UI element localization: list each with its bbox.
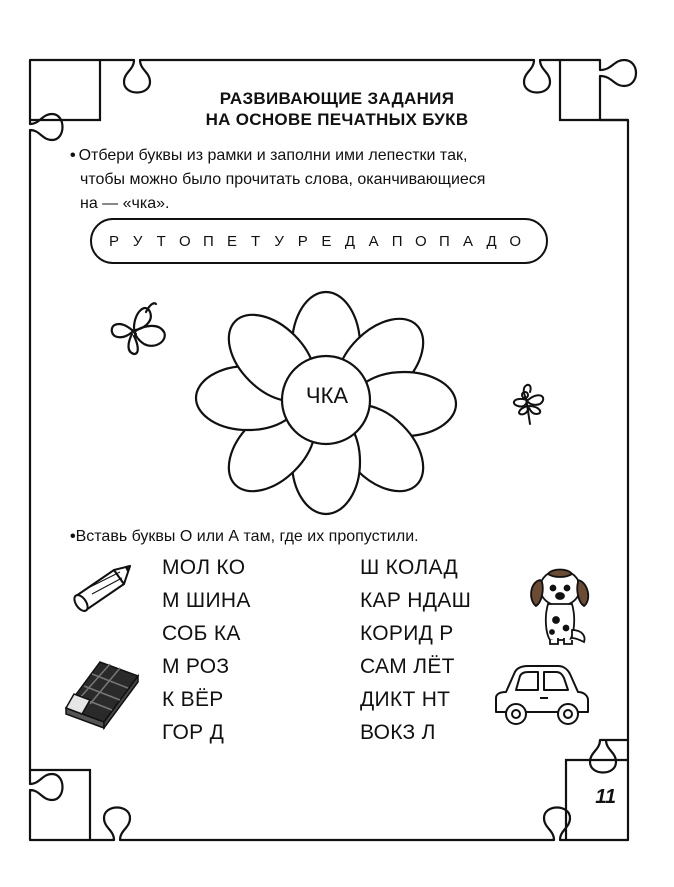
letter-17: Д — [486, 233, 497, 250]
page-title-line1: РАЗВИВАЮЩИЕ ЗАДАНИЯ — [219, 89, 455, 108]
letter-16: А — [462, 233, 473, 250]
word-left-5: К ВЁР — [162, 688, 224, 711]
word-left-4: М РОЗ — [162, 655, 230, 678]
task2-text: Вставь буквы О или А там, где их пропустили. — [75, 528, 419, 545]
letter-8: У — [274, 233, 284, 250]
letter-3: Т — [156, 233, 166, 250]
words-left-column — [162, 556, 251, 754]
chocolate-icon — [62, 656, 142, 726]
task1-instruction — [70, 144, 592, 216]
word-left-1: МОЛ КО — [162, 556, 246, 579]
word-right-2: КАР НДАШ — [360, 589, 472, 612]
word-right-3: КОРИД Р — [360, 622, 454, 645]
letter-15: П — [439, 233, 450, 250]
page-title-line2: НА ОСНОВЕ ПЕЧАТНЫХ БУКВ — [205, 110, 469, 129]
letter-13: П — [391, 233, 403, 250]
letter-1: Р — [108, 233, 119, 250]
puppy-icon — [526, 560, 594, 646]
word-right-5: ДИКТ НТ — [360, 688, 451, 711]
flower-center-label: ЧКА — [305, 383, 349, 408]
letter-5: П — [203, 233, 214, 250]
word-left-6: ГОР Д — [162, 721, 225, 744]
butterfly-icon — [106, 300, 176, 360]
page-number: 11 — [595, 786, 616, 808]
pencil-icon — [70, 560, 136, 616]
words-right-column — [360, 556, 471, 754]
letter-9: Р — [297, 233, 308, 250]
letter-14: О — [414, 233, 427, 250]
word-right-6: ВОКЗ Л — [360, 721, 436, 744]
letter-2: У — [132, 233, 143, 250]
letter-7: Т — [251, 233, 261, 250]
task2-instruction — [70, 528, 419, 546]
task1-line1: • Отбери буквы из рамки и заполни ими лепестки так, — [70, 147, 468, 164]
car-icon — [492, 662, 592, 732]
bullet: • — [70, 147, 76, 164]
letter-18: О — [509, 233, 522, 250]
word-right-1: Ш КОЛАД — [360, 556, 458, 579]
word-left-2: М ШИНА — [162, 589, 251, 612]
bullet: • — [70, 528, 76, 545]
task1-line3: на — «чка». — [80, 195, 170, 212]
letter-12: А — [368, 233, 379, 250]
letter-4: О — [178, 233, 191, 250]
letter-10: Е — [321, 233, 332, 250]
letter-6: Е — [226, 233, 237, 250]
word-right-4: САМ ЛЁТ — [360, 655, 455, 678]
letter-11: Д — [344, 233, 356, 250]
word-left-3: СОБ КА — [162, 622, 241, 645]
task1-line2: чтобы можно было прочитать слова, оканчивающиеся — [80, 171, 486, 188]
dragonfly-icon — [504, 378, 554, 438]
